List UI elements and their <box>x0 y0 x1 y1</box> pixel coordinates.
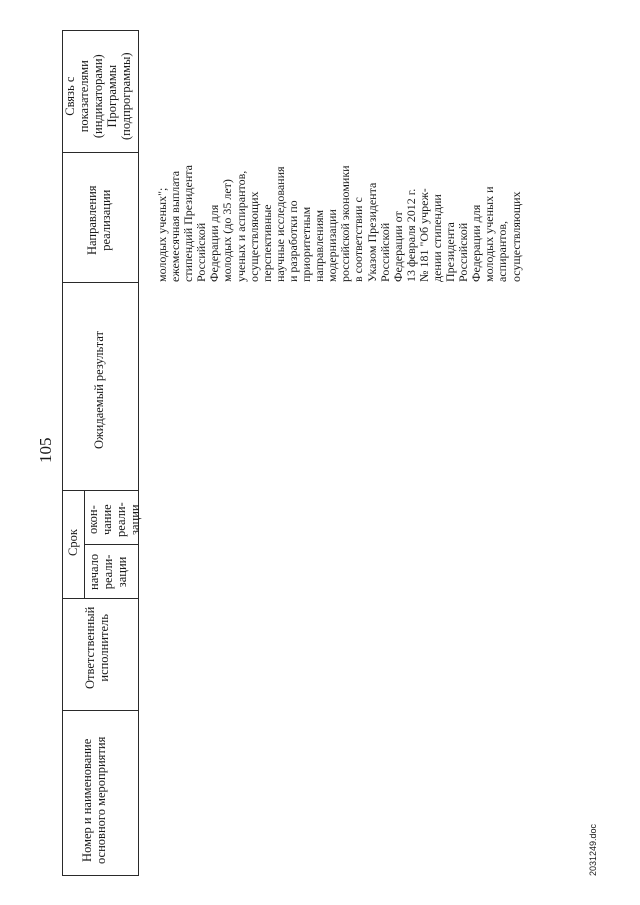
directions-line: осуществляющих <box>246 191 261 282</box>
directions-line: Федерации для <box>207 204 222 282</box>
directions-line: 13 февраля 2012 г. <box>403 188 418 282</box>
column-divider-directions <box>62 282 138 283</box>
directions-line: Указом Президента <box>364 182 379 282</box>
directions-line: молодых ученых"; <box>155 187 169 282</box>
directions-line: молодых (до 35 лет) <box>220 179 235 282</box>
column-divider-link <box>62 152 138 153</box>
header-body-divider <box>138 30 139 876</box>
directions-line: Федерации от <box>390 211 405 282</box>
page-number: 105 <box>36 437 55 463</box>
term-subheader-divider <box>84 490 85 599</box>
header-directions: Направления реализации <box>85 185 113 255</box>
table-edge-bottom <box>62 875 138 876</box>
header-term-end: окон- чание реали- зации <box>86 502 142 537</box>
directions-line: приоритетным <box>299 206 314 282</box>
directions-line: Российской <box>377 222 392 282</box>
directions-line: осуществляющих <box>508 191 523 282</box>
directions-text <box>156 165 523 282</box>
header-executor: Ответственный исполнитель <box>83 606 111 689</box>
directions-line: российской экономики <box>338 165 353 282</box>
directions-line: перспективные <box>259 204 274 282</box>
directions-line: модернизации <box>325 209 340 282</box>
directions-line: Президента <box>443 222 458 282</box>
directions-line: ежемесячная выплата <box>168 170 183 282</box>
header-result: Ожидаемый результат <box>92 330 106 449</box>
header-measure: Номер и наименование основного мероприятия <box>80 736 108 864</box>
directions-line: аспирантов, <box>495 221 510 282</box>
column-divider-term-end <box>84 544 138 545</box>
column-divider-result <box>62 490 138 491</box>
table-edge-left <box>62 30 63 876</box>
directions-line: направлениям <box>312 209 327 282</box>
directions-line: научные исследования <box>272 166 287 282</box>
directions-line: дении стипендии <box>429 194 444 282</box>
directions-line: Федерации для <box>469 204 484 282</box>
column-divider-term <box>62 598 138 599</box>
directions-line: стипендий Президента <box>181 165 196 282</box>
directions-line: и разработки по <box>285 200 300 282</box>
column-divider-executor <box>62 710 138 711</box>
header-term: Срок <box>66 529 80 556</box>
directions-line: № 181 "Об учреж- <box>416 188 431 282</box>
table-edge-top <box>62 30 138 31</box>
directions-line: Российской <box>194 222 209 282</box>
doc-code: 2031249.doc <box>588 823 598 876</box>
directions-line: в соответствии с <box>351 197 366 282</box>
header-link: Связь с показателями (индикаторами) Программы (подпрограммы) <box>63 52 133 140</box>
header-term-start: начало реали- зации <box>87 553 129 590</box>
directions-line: молодых ученых и <box>482 186 497 282</box>
directions-line: Российской <box>456 222 471 282</box>
directions-line: ученых и аспирантов, <box>233 170 248 282</box>
